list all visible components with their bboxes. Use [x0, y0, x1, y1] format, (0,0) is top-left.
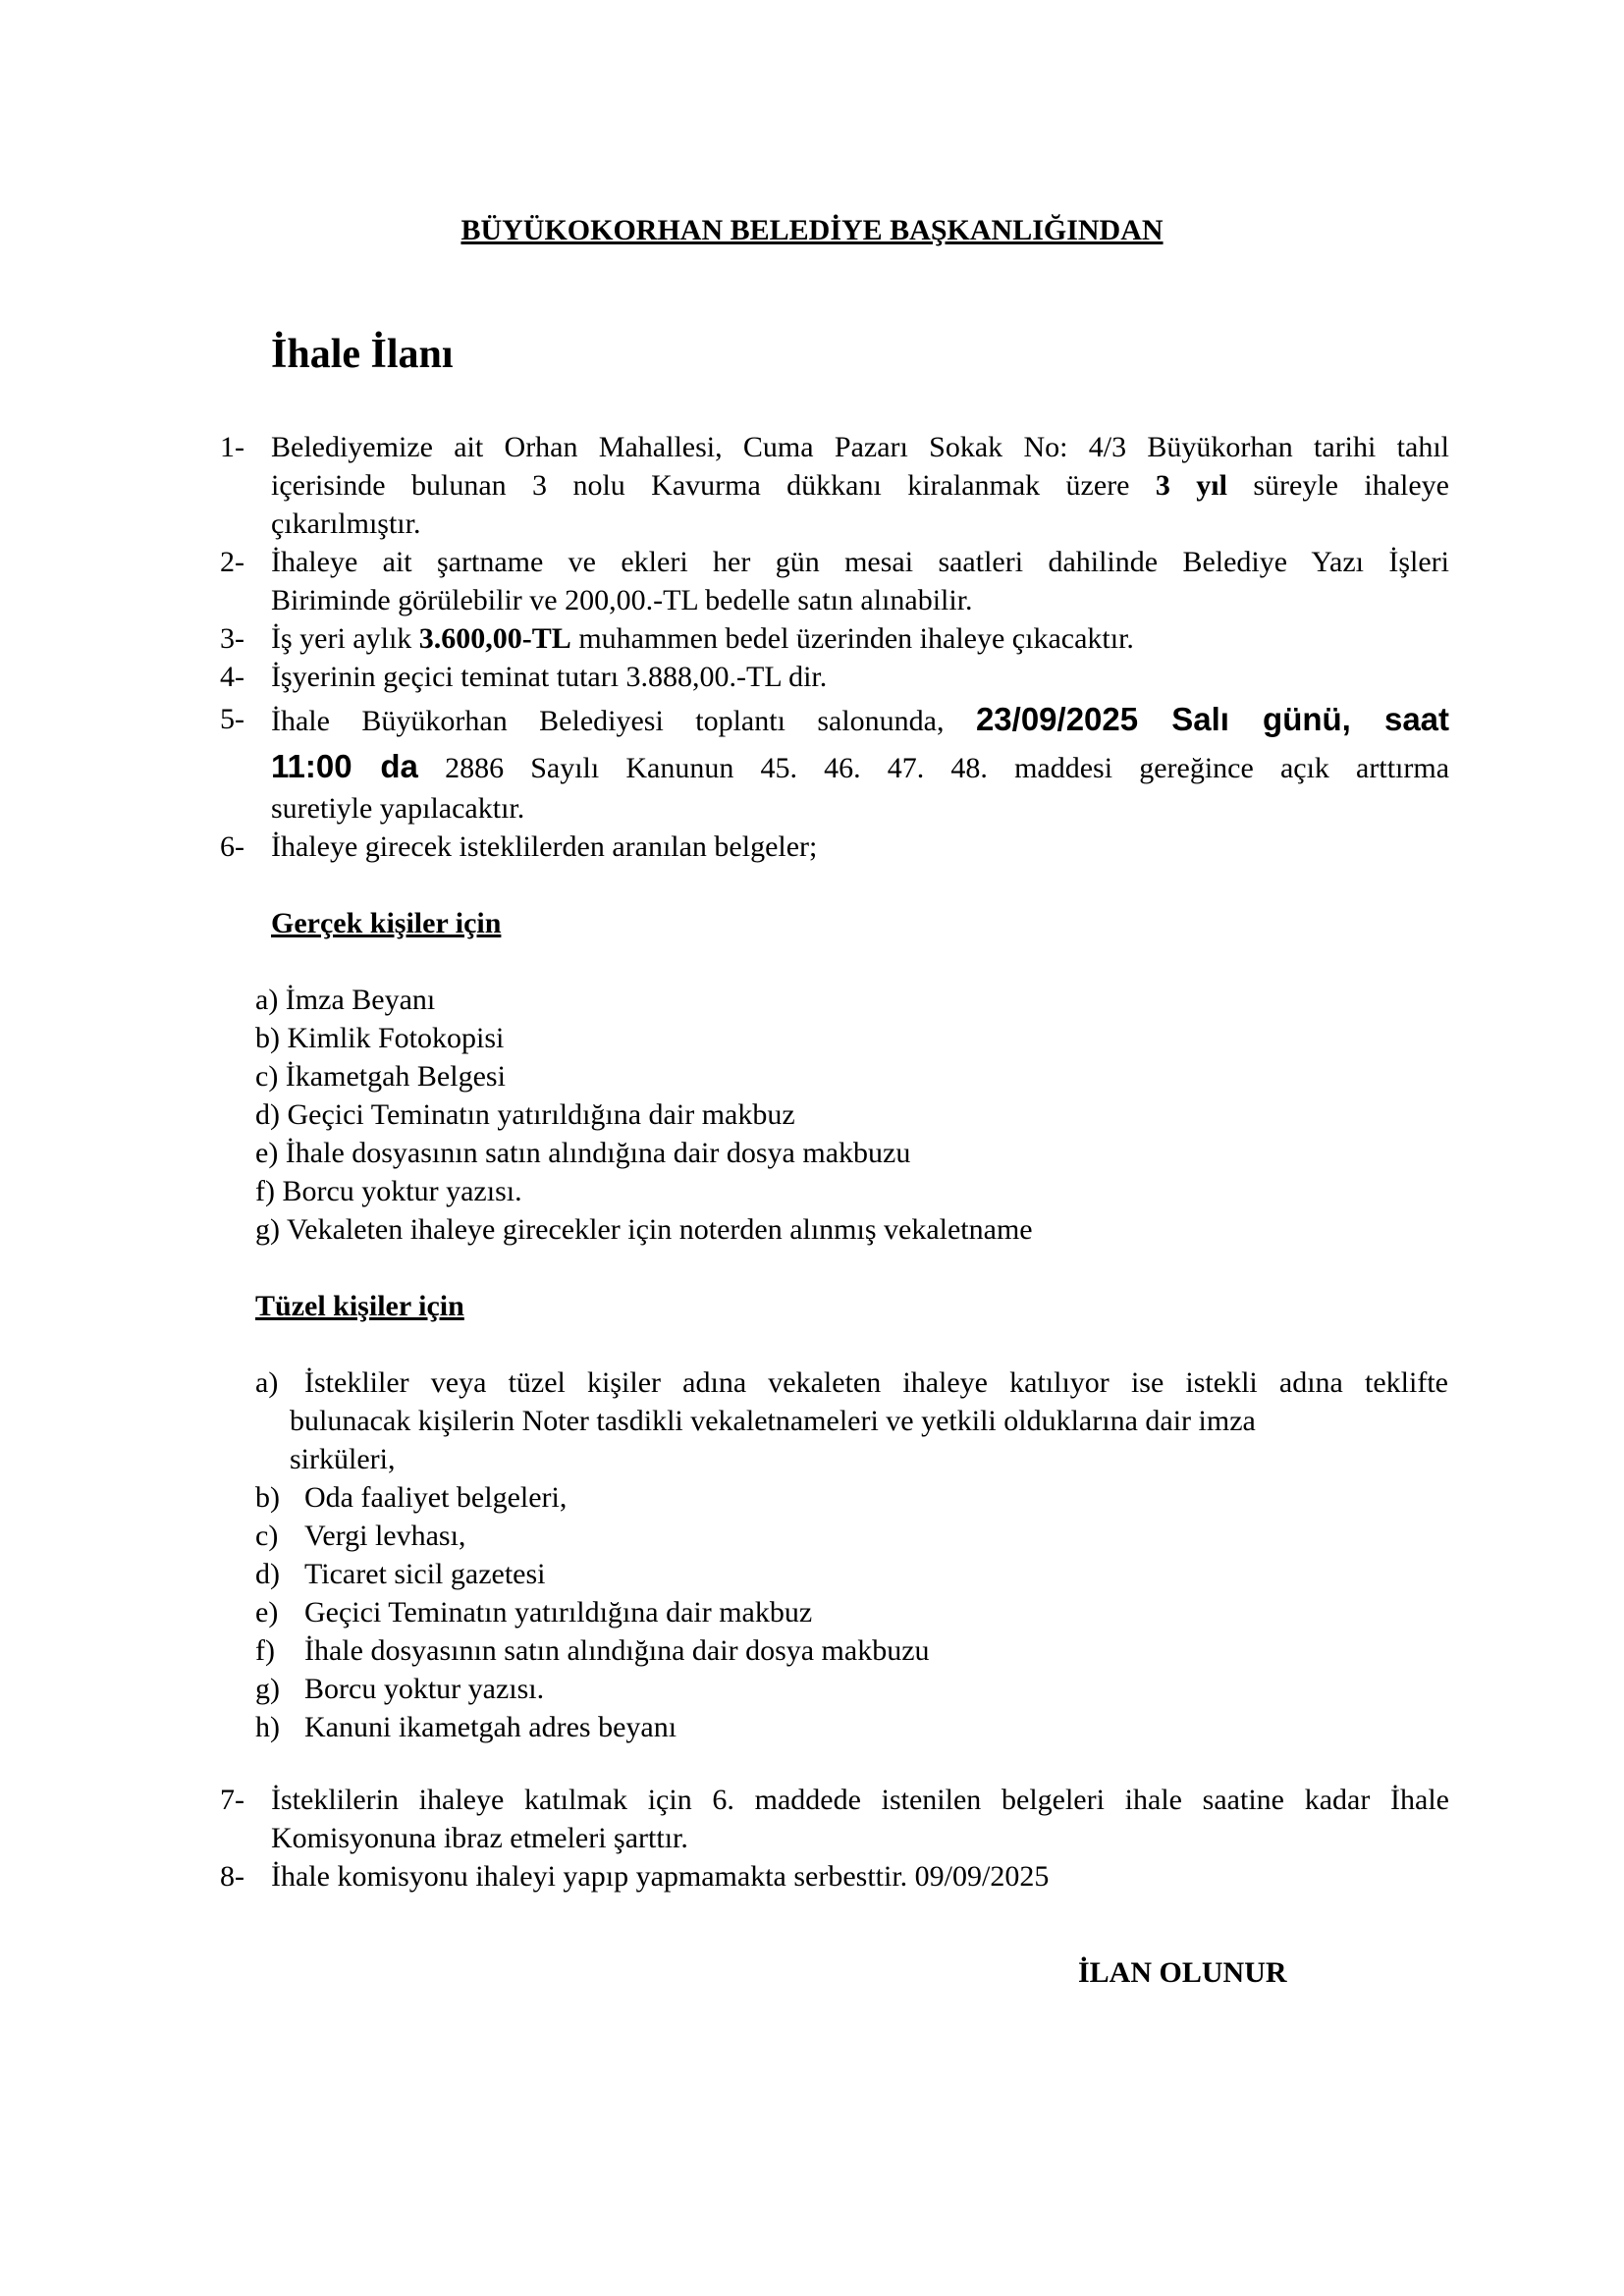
item-1-line-1: Belediyemize ait Orhan Mahallesi, Cuma Pazarı Sokak No: 4/3 Büyükorhan tarihi tahıl	[271, 431, 1449, 463]
list-item: b) Kimlik Fotokopisi	[255, 1022, 505, 1054]
legal-persons-heading: Tüzel kişiler için	[255, 1290, 464, 1322]
item-number: 7-	[220, 1784, 244, 1816]
list-letter: e)	[255, 1596, 279, 1629]
list-item: Kanuni ikametgah adres beyanı	[304, 1711, 677, 1743]
list-item: Oda faaliyet belgeleri,	[304, 1481, 568, 1514]
item-8-text: İhale komisyonu ihaleyi yapıp yapmamakta serbesttir. 09/09/2025	[271, 1860, 1050, 1893]
item-number: 4-	[220, 661, 244, 693]
list-item: Borcu yoktur yazısı.	[304, 1673, 545, 1705]
item-number: 5-	[220, 703, 244, 735]
list-letter: g)	[255, 1673, 280, 1705]
list-item-continuation: sirküleri,	[290, 1443, 396, 1475]
list-letter: d)	[255, 1558, 280, 1590]
item-5-line-1: İhale Büyükorhan Belediyesi toplantı salonunda, 23/09/2025 Salı günü, saat	[271, 701, 1450, 737]
list-item: Vergi levhası,	[304, 1520, 466, 1552]
item-number: 8-	[220, 1860, 244, 1893]
list-item: a) İmza Beyanı	[255, 984, 436, 1016]
list-letter: b)	[255, 1481, 280, 1514]
item-3-text: İş yeri aylık 3.600,00-TL muhammen bedel üzerinden ihaleye çıkacaktır.	[271, 622, 1134, 655]
list-item: İhale dosyasının satın alındığına dair dosya makbuzu	[304, 1634, 930, 1667]
list-item: f) Borcu yoktur yazısı.	[255, 1175, 522, 1207]
list-item: e) İhale dosyasının satın alındığına dair dosya makbuzu	[255, 1137, 911, 1169]
item-7-line-2: Komisyonuna ibraz etmeleri şarttır.	[271, 1822, 688, 1854]
item-5-line-2: 11:00 da 2886 Sayılı Kanunun 45. 46. 47. 48. maddesi gereğince açık arttırma	[271, 748, 1450, 784]
list-letter: f)	[255, 1634, 275, 1667]
real-persons-heading: Gerçek kişiler için	[271, 907, 502, 939]
list-item: c) İkametgah Belgesi	[255, 1060, 506, 1093]
item-number: 3-	[220, 622, 244, 655]
closing-statement: İLAN OLUNUR	[1078, 1956, 1287, 1989]
list-item-continuation: bulunacak kişilerin Noter tasdikli vekaletnameleri ve yetkili olduklarına dair imza	[290, 1405, 1256, 1437]
item-number: 6-	[220, 830, 244, 863]
item-6-text: İhaleye girecek isteklilerden aranılan belgeler;	[271, 830, 818, 863]
item-2-line-2: Biriminde görülebilir ve 200,00.-TL bedelle satın alınabilir.	[271, 584, 973, 616]
item-7-line-1: İsteklilerin ihaleye katılmak için 6. maddede istenilen belgeleri ihale saatine kadar İhale	[271, 1784, 1449, 1816]
item-1-line-3: çıkarılmıştır.	[271, 507, 421, 540]
list-item: Ticaret sicil gazetesi	[304, 1558, 546, 1590]
item-2-line-1: İhaleye ait şartname ve ekleri her gün mesai saatleri dahilinde Belediye Yazı İşleri	[271, 546, 1449, 578]
list-letter: c)	[255, 1520, 279, 1552]
list-item: İstekliler veya tüzel kişiler adına vekaleten ihaleye katılıyor ise istekli adına teklifte	[304, 1366, 1448, 1399]
institution-heading: BÜYÜKOKORHAN BELEDİYE BAŞKANLIĞINDAN	[460, 214, 1164, 246]
item-5-line-3: suretiyle yapılacaktır.	[271, 792, 525, 825]
list-item: Geçici Teminatın yatırıldığına dair makbuz	[304, 1596, 813, 1629]
item-number: 1-	[220, 431, 244, 463]
list-item: g) Vekaleten ihaleye girecekler için noterden alınmış vekaletname	[255, 1213, 1033, 1246]
list-letter: h)	[255, 1711, 280, 1743]
item-1-line-2: içerisinde bulunan 3 nolu Kavurma dükkanı kiralanmak üzere 3 yıl süreyle ihaleye	[271, 469, 1449, 502]
announcement-title: İhale İlanı	[271, 332, 454, 377]
item-number: 2-	[220, 546, 244, 578]
list-letter: a)	[255, 1366, 279, 1399]
list-item: d) Geçici Teminatın yatırıldığına dair makbuz	[255, 1098, 795, 1131]
item-4-text: İşyerinin geçici teminat tutarı 3.888,00.-TL dir.	[271, 661, 828, 693]
